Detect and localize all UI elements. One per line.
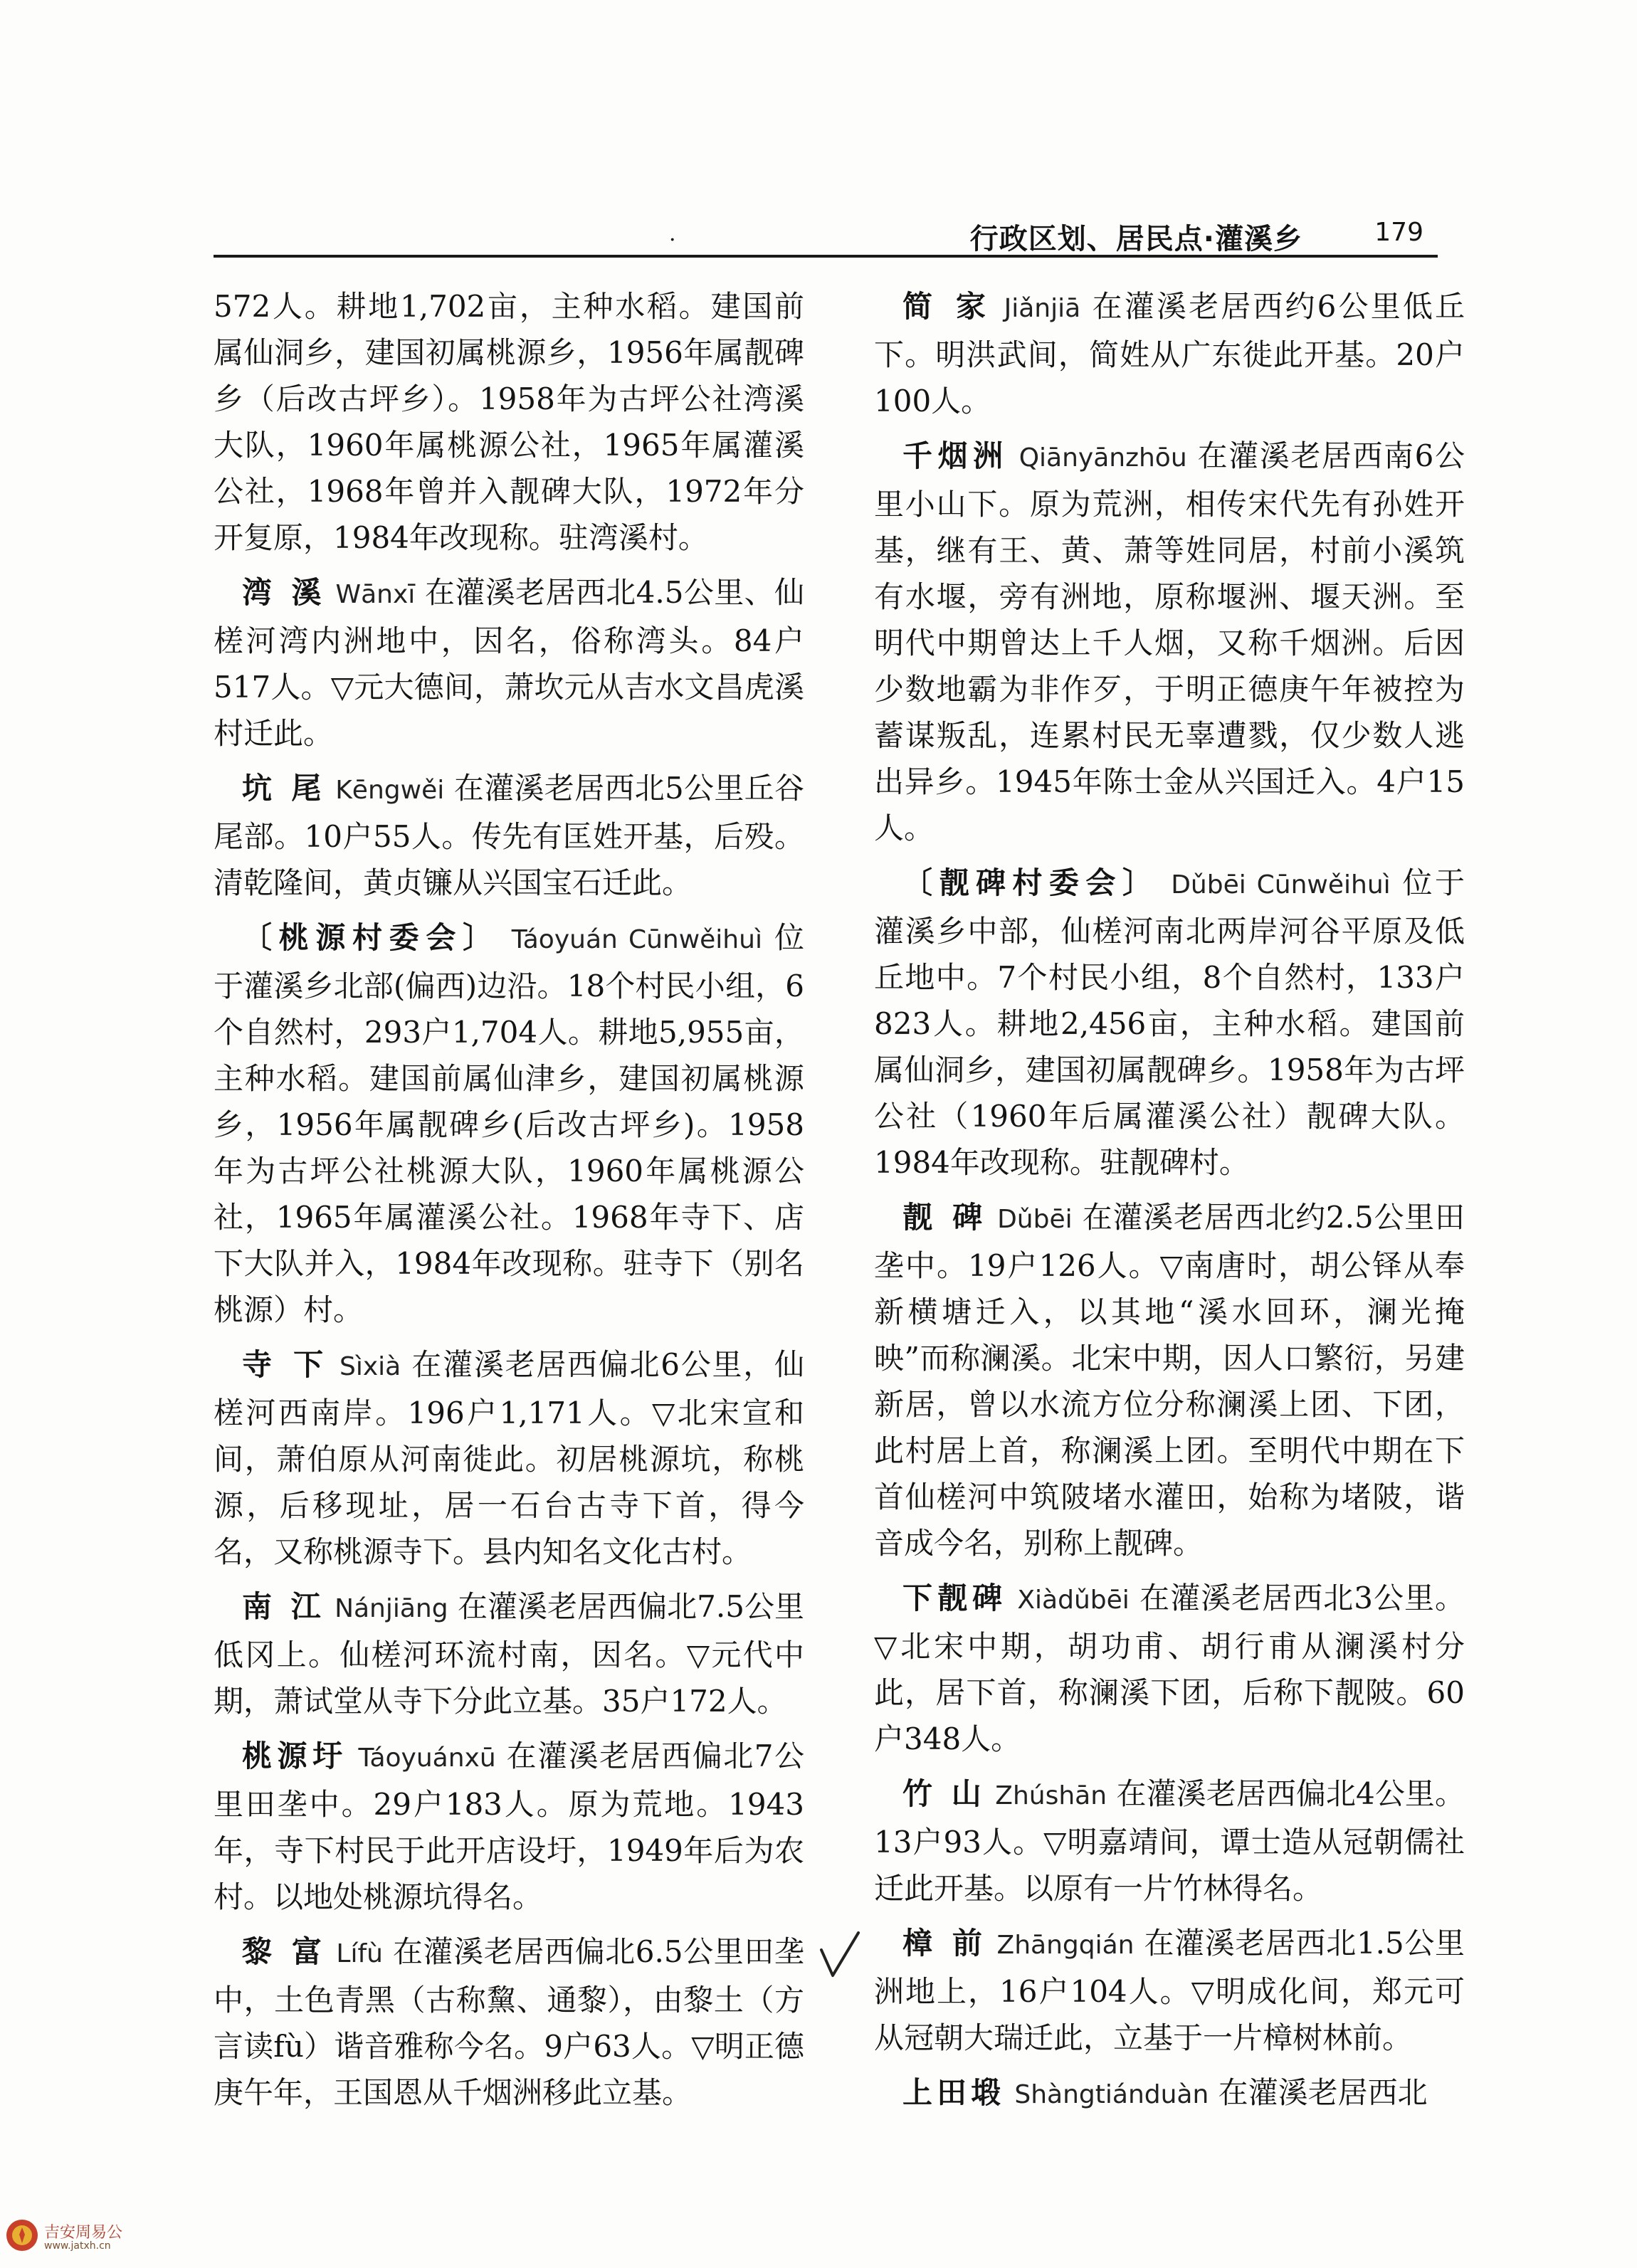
place-name: 坑 尾 <box>242 771 326 806</box>
place-name: 黎 富 <box>242 1934 327 1969</box>
place-description: 位于灌溪乡北部(偏西)边沿。18个村民小组，6个自然村，293户1,704人。耕地5,955亩，主种水稻。建国前属仙津乡，建国初属桃源乡，1956年属靓碑乡(后改古坪乡)。1958年为古坪公社桃源大队，1960年属桃源公社，1965年属灌溪公社。1968年寺下、店下大队并入，1984年改现称。驻寺下（别名桃源）村。 <box>214 920 804 1327</box>
place-pinyin: Nánjiāng <box>335 1594 448 1623</box>
page-number: 179 <box>1374 218 1423 247</box>
place-name: 桃源圩 <box>242 1739 348 1773</box>
place-pinyin: Qiānyānzhōu <box>1018 443 1187 473</box>
site-watermark <box>4 2217 161 2260</box>
place-description: 在灌溪老居西北 <box>1218 2075 1428 2110</box>
place-pinyin: Wānxī <box>335 580 416 609</box>
place-name: 南 江 <box>242 1589 325 1624</box>
place-description: 在灌溪老居西偏北6公里，仙槎河西南岸。196户1,171人。▽北宋宣和间，萧伯原从河南徙此。初居桃源坑，称桃源，后移现址，居一石台古寺下首，得今名，又称桃源寺下。县内知名文化古村。 <box>214 1347 805 1569</box>
continued-paragraph: 572人。耕地1,702亩，主种水稻。建国前属仙洞乡，建国初属桃源乡，1956年属靓碑乡（后改古坪乡）。1958年为古坪公社湾溪大队，1960年属桃源公社，1965年属灌溪公社，1968年曾并入靓碑大队，1972年分开复原，1984年改现称。驻湾溪村。 <box>214 289 804 555</box>
place-entry <box>874 1194 1465 1566</box>
place-entry <box>874 2069 1465 2118</box>
place-name: 上田塅 <box>902 2075 1006 2110</box>
place-description: 在灌溪老居西偏北4公里。13户93人。▽明嘉靖间，谭士造从冠朝儒社迁此开基。以原有一片竹林得名。 <box>874 1776 1465 1906</box>
place-entry <box>874 433 1465 851</box>
place-pinyin: Táoyuán Cūnwěihuì <box>511 925 762 954</box>
place-name: 寺 下 <box>242 1347 329 1382</box>
place-description: 在灌溪老居西北4.5公里、仙槎河湾内洲地中，因名，俗称湾头。84户517人。▽元大德间，萧坎元从吉水文昌虎溪村迁此。 <box>214 575 804 751</box>
place-description: 在灌溪老居西北3公里。▽北宋中期，胡功甫、胡行甫从澜溪村分此，居下首，称澜溪下团，后称下靓陂。60户348人。 <box>874 1581 1465 1756</box>
place-entry <box>874 1920 1465 2061</box>
page-header <box>214 213 1438 258</box>
place-entry <box>874 1575 1465 1762</box>
place-entry <box>214 1341 804 1575</box>
place-name: 千烟洲 <box>902 438 1009 473</box>
place-description: 在灌溪老居西北约2.5公里田垄中。19户126人。▽南唐时，胡公铎从奉新横塘迁入，以其地“溪水回环，澜光掩映”而称澜溪。北宋中期，因人口繁衍，另建新居，曾以水流方位分称澜溪上团、下团，此村居上首，称澜溪上团。至明代中期在下首仙槎河中筑陂堵水灌田，始称为堵陂，谐音成今名，别称上靓碑。 <box>874 1200 1465 1561</box>
watermark-text: 吉安周易公 <box>44 2224 123 2242</box>
place-name: 下靓碑 <box>902 1581 1008 1615</box>
place-entry <box>214 569 804 756</box>
place-entry <box>874 283 1465 424</box>
place-description: 位于灌溪乡中部，仙槎河南北两岸河谷平原及低丘地中。7个村民小组，8个自然村，133户823人。耕地2,456亩，主种水稻。建国前属仙洞乡，建国初属靓碑乡。1958年为古坪公社（1960年后属灌溪公社）靓碑大队。1984年改现称。驻靓碑村。 <box>874 865 1465 1180</box>
place-name: 樟 前 <box>902 1926 987 1961</box>
place-entry <box>874 860 1465 1186</box>
place-name: 〔桃源村委会〕 <box>242 920 500 955</box>
place-pinyin: Zhúshān <box>995 1781 1107 1810</box>
place-name: 简 家 <box>902 289 993 324</box>
place-pinyin: Dǔbēi <box>997 1205 1073 1234</box>
place-description: 在灌溪老居西北1.5公里洲地上，16户104人。▽明成化间，郑元可从冠朝大瑞迁此，立基于一片樟树林前。 <box>874 1926 1465 2055</box>
place-pinyin: Sìxià <box>339 1352 401 1381</box>
place-description: 在灌溪老居西北5公里丘谷尾部。10户55人。传先有匡姓开基，后殁。清乾隆间，黄贞镰从兴国宝石迁此。 <box>214 771 804 900</box>
place-description: 在灌溪老居西偏北7.5公里低冈上。仙槎河环流村南，因名。▽元代中期，萧试堂从寺下分此立基。35户172人。 <box>214 1589 804 1719</box>
place-description: 在灌溪老居西偏北7公里田垄中。29户183人。原为荒地。1943年，寺下村民于此开店设圩，1949年后为农村。以地处桃源坑得名。 <box>214 1739 804 1914</box>
place-pinyin: Lífù <box>336 1939 383 1968</box>
place-name: 湾 溪 <box>242 575 326 610</box>
place-entry <box>214 914 804 1333</box>
place-pinyin: Zhāngqián <box>996 1931 1135 1960</box>
place-description: 在灌溪老居西约6公里低丘下。明洪武间，简姓从广东徙此开基。20户100人。 <box>874 289 1465 418</box>
seal-logo-icon <box>4 2217 40 2253</box>
place-description: 在灌溪老居西偏北6.5公里田垄中，土色青黑（古称黧、通黎），由黎土（方言读fù）谐音雅称今名。9户63人。▽明正德庚午年，王国恩从千烟洲移此立基。 <box>214 1934 805 2110</box>
handwritten-check-mark <box>817 1929 867 1985</box>
place-name: 竹 山 <box>902 1776 986 1811</box>
place-entry <box>214 1733 804 1920</box>
place-pinyin: Táoyuánxū <box>358 1744 496 1773</box>
place-pinyin: Jiǎnjiā <box>1004 294 1081 323</box>
place-name: 靓 碑 <box>902 1200 987 1235</box>
place-pinyin: Kēngwěi <box>335 776 445 805</box>
right-column <box>874 283 1465 2126</box>
running-title: 行政区划、居民点·灌溪乡 <box>969 223 1302 255</box>
place-entry <box>214 765 804 906</box>
place-name: 〔靓碑村委会〕 <box>902 865 1159 900</box>
watermark-url: www.jatxh.cn <box>44 2240 111 2252</box>
header-dot: · <box>669 228 676 253</box>
place-description: 在灌溪老居西南6公里小山下。原为荒洲，相传宋代先有孙姓开基，继有王、黄、萧等姓同居，村前小溪筑有水堰，旁有洲地，原称堰洲、堰天洲。至明代中期曾达上千人烟，又称千烟洲。后因少数地霸为非作歹，于明正德庚午年被控为蓄谋叛乱，连累村民无辜遭戮，仅少数人逃出异乡。1945年陈士金从兴国迁入。4户15人。 <box>874 438 1465 845</box>
place-entry <box>874 1771 1465 1911</box>
place-pinyin: Xiàdǔbēi <box>1017 1586 1130 1615</box>
left-column <box>214 283 804 2124</box>
place-pinyin: Dǔbēi Cūnwěihuì <box>1171 870 1391 900</box>
place-entry <box>214 1583 804 1724</box>
place-pinyin: Shàngtiánduàn <box>1014 2080 1209 2109</box>
place-entry <box>214 1929 804 2116</box>
